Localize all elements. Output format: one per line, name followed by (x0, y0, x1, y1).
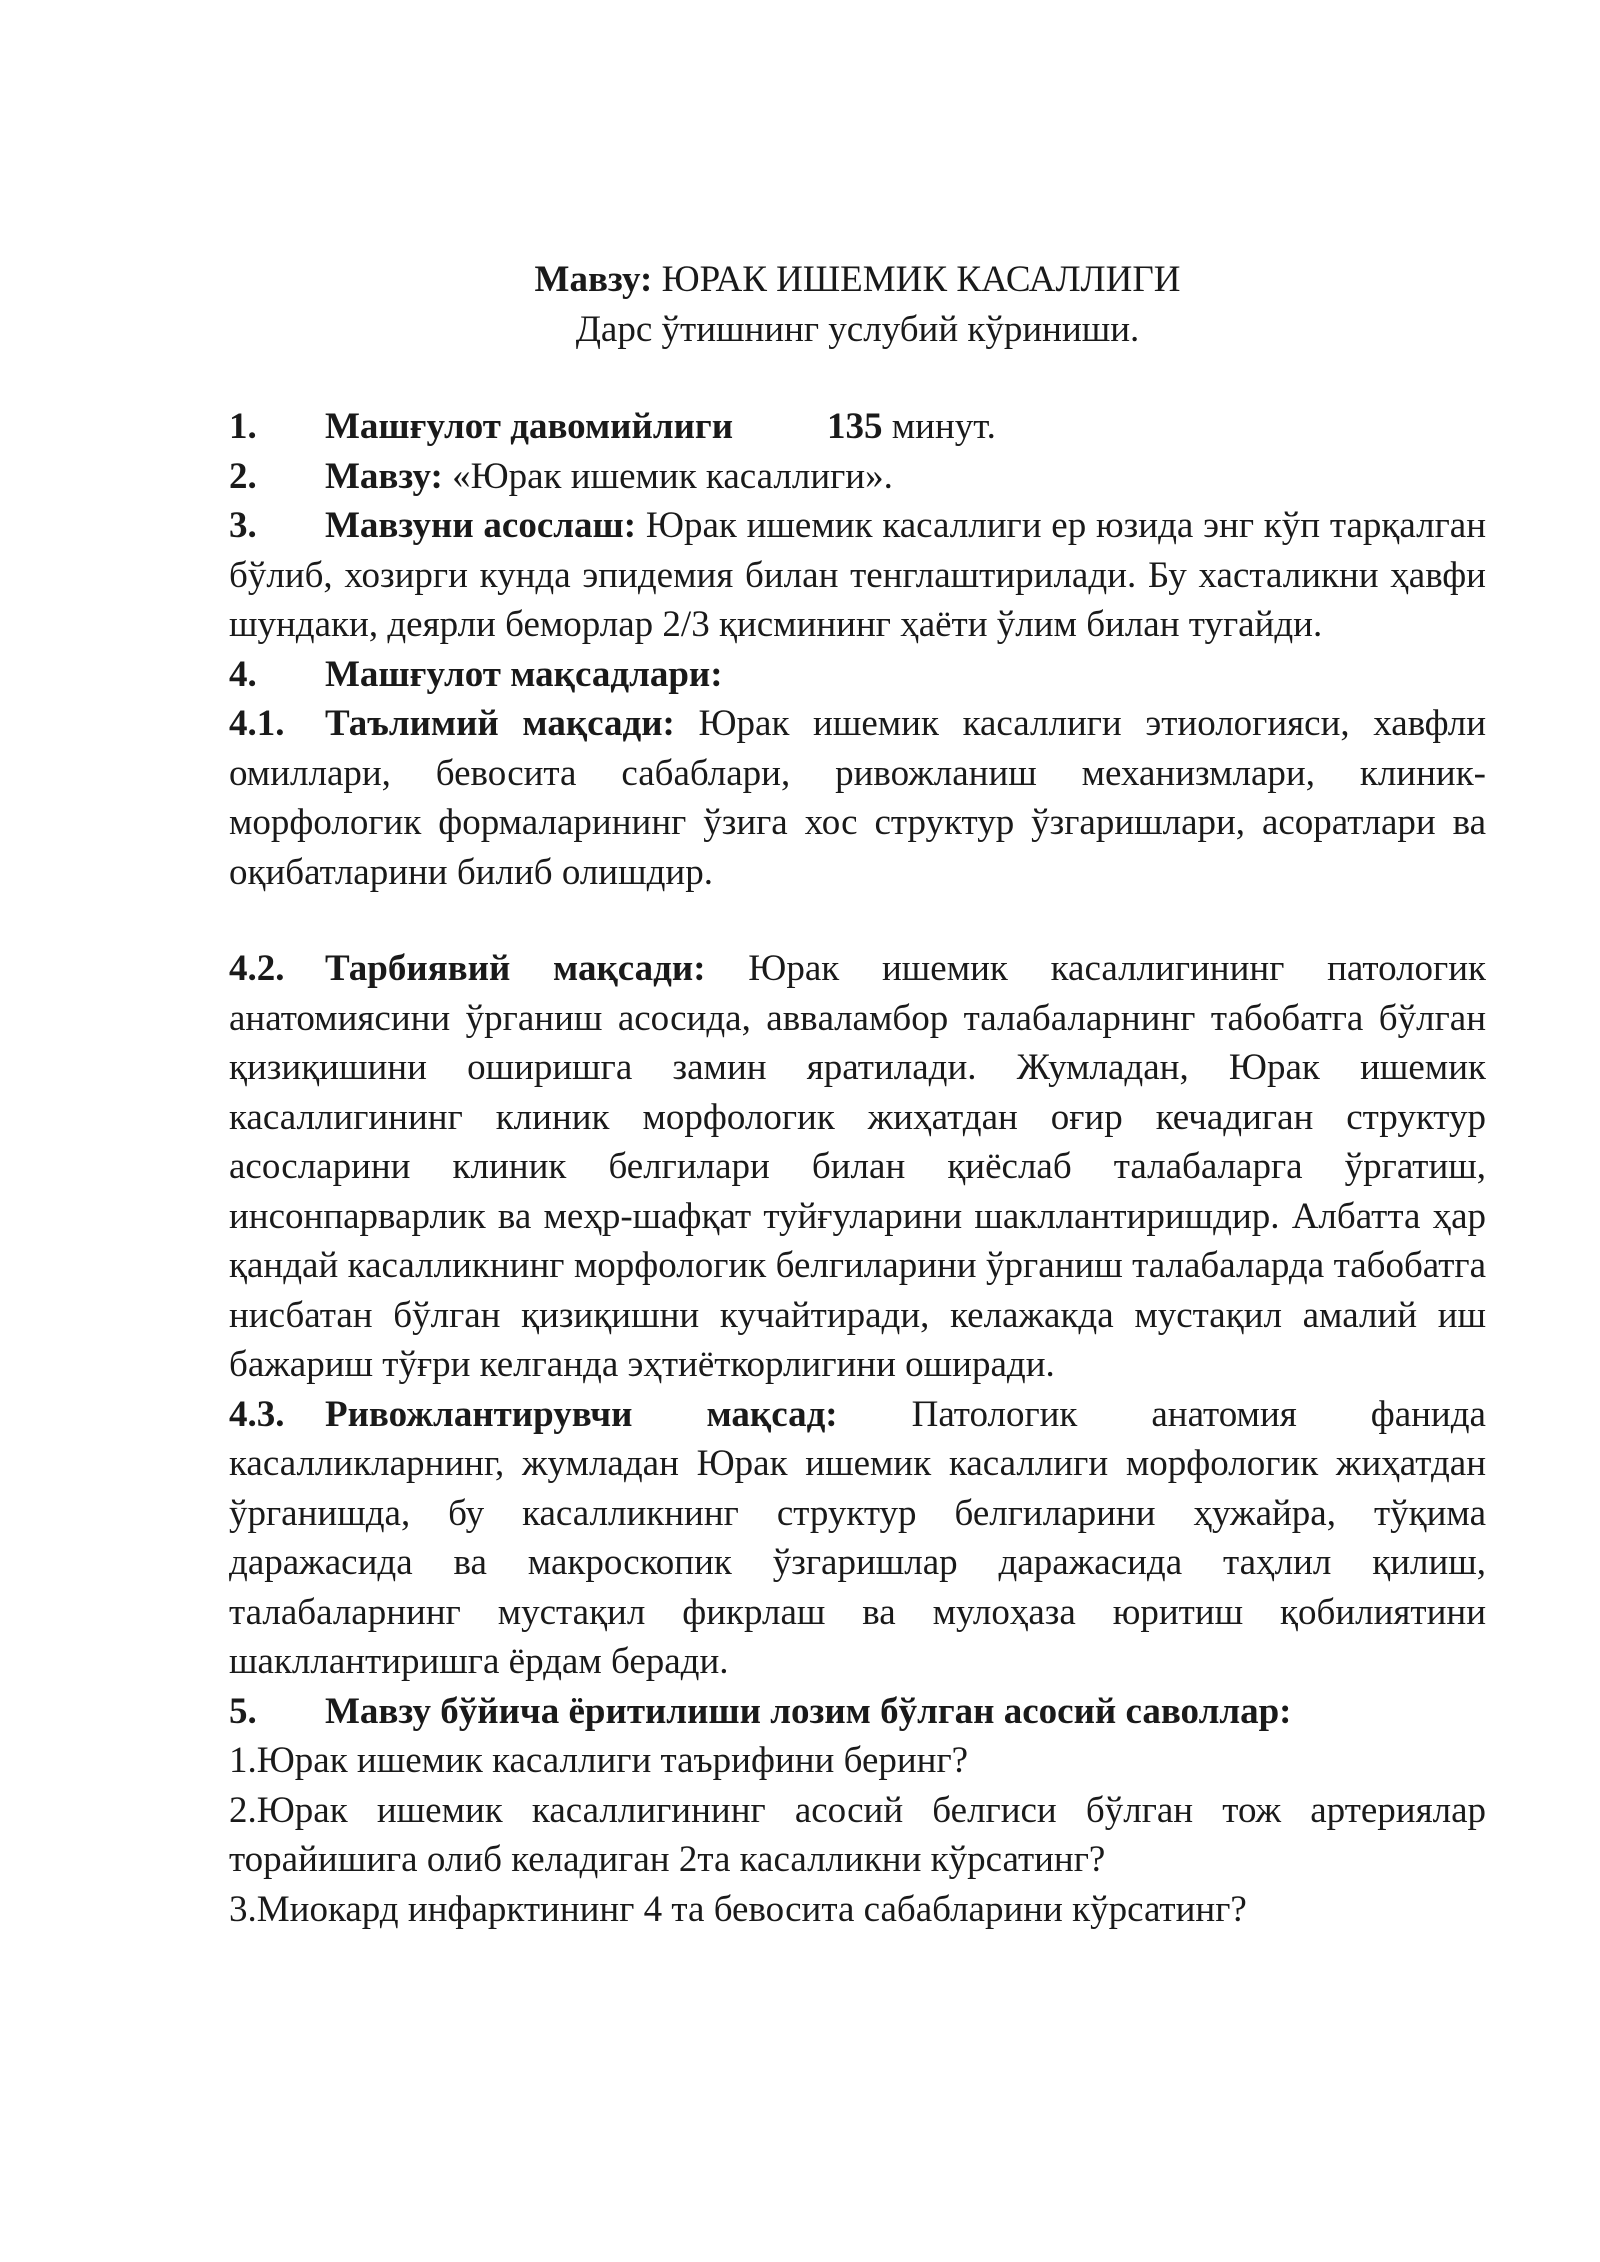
section-text: Юрак ишемик касаллиги этиологияси, хавфли омиллари, бевосита сабаблари, ривожланиш механизмлари, клиник-морфологик формаларининг ўзига хос структур ўзгаришлари, асоратлари ва оқибатларини билиб олишдир. (229, 703, 1487, 893)
section-2-topic (229, 452, 1486, 502)
section-number: 4.3. (229, 1393, 285, 1435)
section-label: Мавзуни асослаш: (325, 505, 637, 546)
section-label: Машғулот давомийлиги (325, 406, 734, 447)
spacer (229, 355, 1486, 402)
question-item: 2.Юрак ишемик касаллигининг асосий белгиси бўлган тож артериялар торайишига олиб келадиган 2та касалликни кўрсатинг? (229, 1789, 1486, 1880)
duration-value: 135 (827, 406, 883, 447)
question-item: 3.Миокард инфарктининг 4 та бевосита сабабларини кўрсатинг? (229, 1888, 1247, 1930)
section-label: Мавзу: (325, 455, 443, 497)
spacer (229, 897, 1486, 944)
section-text: Патологик анатомия фанида касалликларнинг, жумладан Юрак ишемик касаллиги морфологик жиҳатдан ўрганишда, бу касалликнинг структур белгиларини ҳужайра, тўқима даражасида ва макроскопик ўзгаришлар даражасида таҳлил қилиш, талабаларнинг мустақил фикрлаш ва мулоҳаза юритиш қобилиятини шакллантиришга ёрдам беради. (229, 1393, 1486, 1682)
document-title (229, 255, 1486, 305)
section-number: 3. (229, 505, 257, 546)
section-1-duration (229, 402, 1486, 452)
section-label: Мавзу бўйича ёритилиши лозим бўлган асосий саволлар: (325, 1690, 1292, 1732)
topic-label: Мавзу: (534, 259, 653, 300)
section-text: Юрак ишемик касаллиги ер юзида энг кўп тарқалган бўлиб, хозирги кунда эпидемия билан тенглаштирилади. Бу хасталикни ҳавфи шундаки, деярли беморлар 2/3 қисмининг ҳаёти ўлим билан тугайди. (229, 505, 1487, 645)
section-text: «Юрак ишемик касаллиги». (442, 455, 893, 497)
section-number: 4.1. (229, 703, 285, 744)
topic-title: ЮРАК ИШЕМИК КАСАЛЛИГИ (661, 259, 1181, 300)
section-5-questions-heading (229, 1687, 1486, 1737)
questions-list (229, 1736, 1486, 1934)
section-label: Тарбиявий мақсади: (325, 948, 706, 989)
section-4-objectives (229, 650, 1486, 700)
section-number: 2. (229, 455, 257, 497)
section-4-2-upbringing (229, 944, 1486, 1390)
section-4-3-developmental (229, 1390, 1486, 1687)
section-4-1-educational (229, 699, 1486, 897)
section-label: Машғулот мақсадлари: (325, 653, 723, 695)
section-number: 5. (229, 1690, 257, 1732)
section-number: 4.2. (229, 948, 285, 989)
section-3-rationale (229, 501, 1486, 650)
section-label: Таълимий мақсади: (325, 703, 675, 744)
section-number: 1. (229, 406, 257, 447)
document-subtitle: Дарс ўтишнинг услубий кўриниши. (575, 309, 1140, 350)
duration-unit: минут. (882, 406, 996, 447)
document-page (229, 255, 1486, 1934)
section-label: Ривожлантирувчи мақсад: (325, 1393, 838, 1435)
question-item: 1.Юрак ишемик касаллиги таърифини беринг? (229, 1740, 969, 1781)
section-number: 4. (229, 653, 257, 695)
section-text: Юрак ишемик касаллигининг патологик анатомиясини ўрганиш асосида, аввaламбор талабаларнинг табобатга бўлган қизиқишини оширишга замин яратилади. Жумладан, Юрак ишемик касаллигининг клиник морфологик жиҳатдан оғир кечадиган структур асосларини клиник белгилари билан қиёслаб талабаларга ўргатиш, инсонпарварлик ва меҳр-шафқат туйғуларини шакллантиришдир. Албатта ҳар қандай касалликнинг морфологик белгиларини ўрганиш талабаларда табобатга нисбатан бўлган қизиқишни кучайтиради, келажакда мустақил амалий иш бажариш тўғри келганда эҳтиёткорлигини оширади. (229, 948, 1486, 1385)
